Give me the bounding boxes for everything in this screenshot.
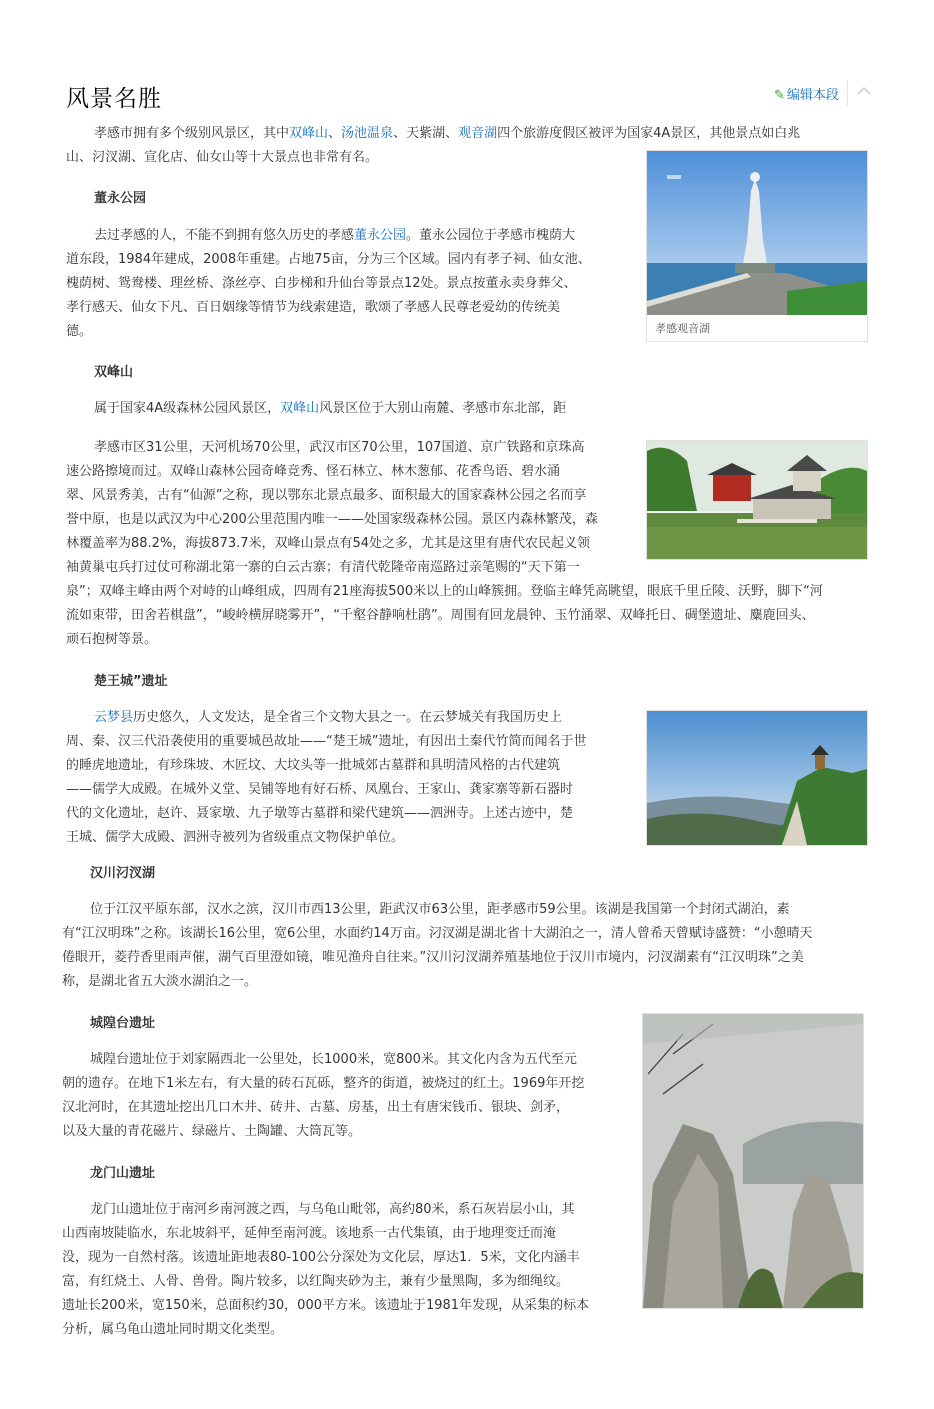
dongyong-line-1 [66, 224, 622, 248]
shuangfeng-line: 泉”；双峰主峰由两个对峙的山峰组成，四周有21座海拔500米以上的山峰簇拥。登临主峰凭高眺望，眼底千里丘陵、沃野，脚下“河 [66, 584, 823, 599]
figure-guanyinhu-caption: 孝感观音湖 [655, 322, 710, 335]
longmen-line: 龙门山遗址位于南河乡南河渡之西，与乌龟山毗邻，高约80米，系石灰岩层小山，其 [90, 1202, 575, 1217]
shuangfeng-line-1 [66, 397, 622, 421]
chevron-up-icon [855, 82, 873, 100]
hanchuan-line: 称，是湖北省五大淡水湖泊之一。 [62, 974, 258, 989]
dongyong-line: 道东段，1984年建成，2008年重建。占地75亩，分为三个区域。园内有孝子祠、仙女池、 [66, 252, 591, 267]
rock-cliffs-photo [643, 1014, 863, 1308]
hanchuan-line: 倦眼开，菱荇香里雨声催，湖气百里澄如镜，唯见渔舟自往来。”汉川汈汊湖养殖基地位于汉川市境内，汈汊湖素有“江汉明珠”之美 [62, 950, 804, 965]
section-title: 风景名胜 [66, 86, 162, 112]
shuangfeng-line: 速公路擦境而过。双峰山森林公园奇峰竞秀、怪石林立、林木葱郁、花香鸟语、碧水涌 [66, 464, 561, 479]
dongyong-paragraph [66, 224, 622, 344]
shuangfeng-line: 誉中原，也是以武汉为中心200公里范围内唯一——处国家级森林公园。景区内森林繁茂，森 [66, 512, 598, 527]
guanyinhu-photo [647, 151, 867, 315]
longmen-line: 富，有红烧土、人骨、兽骨。陶片较多，以红陶夹砂为主，兼有少量黑陶，多为细绳纹。 [62, 1274, 570, 1289]
intro-text-1: 孝感市拥有多个级别风景区，其中 [94, 126, 290, 141]
chenghuang-line: 以及大量的青花磁片、绿磁片、土陶罐、大筒瓦等。 [62, 1124, 362, 1139]
chuwang-line: 王城、儒学大成殿、泗洲寺被列为省级重点文物保护单位。 [66, 830, 405, 845]
shuangfeng-line: 袖黄巢屯兵打过仗可称湖北第一寨的白云古寨；有清代乾隆帝南巡路过亲笔赐的“天下第一 [66, 560, 580, 575]
shuangfeng-text-1: 属于国家4A级森林公园风景区， [94, 401, 281, 416]
intro-text-2: 、 [328, 126, 342, 141]
figure-rock-cliffs[interactable] [642, 1013, 864, 1309]
heading-dongyong: 董永公园 [94, 191, 147, 206]
collapse-button[interactable] [855, 82, 873, 100]
figure-mountain-pavilion[interactable] [646, 710, 868, 846]
heading-chenghuang: 城隍台遗址 [90, 1016, 156, 1031]
shuangfeng-line: 流如束带，田舍若棋盘”，“峻岭横屏晓雾开”，“千壑谷静响杜鹃”。周围有回龙晨钟、玉竹涌翠、双峰托日、碉堡遗址、麋鹿回头、 [66, 608, 815, 623]
heading-shuangfeng: 双峰山 [94, 365, 134, 380]
chenghuang-line: 朝的遗存。在地下1米左右，有大量的砖石瓦砾，整齐的街道，被烧过的红土。1969年开挖 [62, 1076, 585, 1091]
chuwang-text-1: 历史悠久，人文发达，是全省三个文物大县之一。在云梦城关有我国历史上 [133, 710, 563, 725]
longmen-line: 遗址长200米，宽150米，总面积约30，000平方米。该遗址于1981年发现，从采集的标本 [62, 1298, 590, 1313]
hanchuan-line: 有“江汉明珠”之称。该湖长16公里，宽6公里，水面约14万亩。汈汊湖是湖北省十大湖泊之一，清人曾希天曾赋诗盛赞：“小憩晴天 [62, 926, 813, 941]
header-divider [847, 80, 848, 106]
dongyong-text-2: 。董永公园位于孝感市槐荫大 [406, 228, 576, 243]
dongyong-text-1: 去过孝感的人，不能不到拥有悠久历史的孝感 [94, 228, 355, 243]
dongyong-line: 槐荫树、鸳鸯楼、理丝桥、涤丝亭、白步梯和升仙台等景点12处。景点按董永卖身葬父、 [66, 276, 577, 291]
chuwang-line: 周、秦、汉三代沿袭使用的重要城邑故址——“楚王城”遗址，有因出土秦代竹简而闻名于世 [66, 734, 587, 749]
heading-hanchuan: 汉川汈汊湖 [90, 866, 156, 881]
link-yunmeng[interactable]: 云梦县 [94, 710, 134, 725]
chuwang-line: 代的文化遗址，赵许、聂家墩、九子墩等古墓群和梁代建筑——泗洲寺。上述古迹中，楚 [66, 806, 574, 821]
shuangfeng-line: 林覆盖率为88.2%，海拔873.7米，双峰山景点有54处之多，尤其是这里有唐代农民起义领 [66, 536, 591, 551]
mountain-pavilion-photo [647, 711, 867, 845]
intro-text-3: 、天紫湖、 [393, 126, 459, 141]
edit-section-label: 编辑本段 [786, 88, 839, 103]
intro-text-4: 四个旅游度假区被评为国家4A景区，其他景点如白兆 [497, 126, 801, 141]
edit-section-button[interactable] [774, 84, 839, 103]
heading-longmen: 龙门山遗址 [90, 1166, 156, 1181]
longmen-line: 没，现为一自然村落。该遗址距地表80-100公分深处为文化层，厚达1．5米，文化内涵丰 [62, 1250, 580, 1265]
link-guanyinhu[interactable]: 观音湖 [458, 126, 498, 141]
intro-line-1 [66, 122, 866, 146]
longmen-line: 分析，属乌龟山遗址同时期文化类型。 [62, 1322, 284, 1337]
hanchuan-line: 位于江汉平原东部，汉水之滨，汉川市西13公里，距武汉市63公里，距孝感市59公里。该湖是我国第一个封闭式湖泊，素 [90, 902, 790, 917]
link-dongyong[interactable]: 董永公园 [354, 228, 407, 243]
shuangfeng-line: 孝感市区31公里，天河机场70公里，武汉市区70公里，107国道、京广铁路和京珠高 [94, 440, 585, 455]
shuangfeng-paragraph-2 [66, 436, 876, 652]
longmen-line: 山西南坡陡临水，东北坡斜平，延伸至南河渡。该地系一古代集镇，由于地理变迁而淹 [62, 1226, 557, 1241]
longmen-paragraph [62, 1198, 622, 1342]
shuangfeng-paragraph-1 [66, 397, 622, 421]
chuwang-paragraph [66, 706, 622, 850]
figure-guanyinhu[interactable] [646, 150, 868, 342]
link-shuangfeng[interactable]: 双峰山 [289, 126, 329, 141]
dongyong-line: 孝行感天、仙女下凡、百日姻缘等情节为线索建造，歌颂了孝感人民尊老爱幼的传统美 [66, 300, 561, 315]
heading-chuwang: 楚王城”遗址 [94, 674, 168, 689]
link-tangchi[interactable]: 汤池温泉 [341, 126, 394, 141]
shuangfeng-line: 顽石抱树等景。 [66, 632, 158, 647]
chenghuang-line: 城隍台遗址位于刘家隔西北一公里处，长1000米，宽800米。其文化内含为五代至元 [90, 1052, 577, 1067]
shuangfeng-line: 翠、风景秀美，古有“仙源”之称，现以鄂东北景点最多、面积最大的国家森林公园之名而享 [66, 488, 587, 503]
chuwang-line: ——儒学大成殿。在城外义堂、吴铺等地有好石桥、凤凰台、王家山、龚家寨等新石器时 [66, 782, 574, 797]
chenghuang-line: 汉北河时，在其遗址挖出几口木井、砖井、古墓、房基，出土有唐宋钱币、银块、剑矛， [62, 1100, 570, 1115]
hanchuan-paragraph [62, 898, 872, 994]
dongyong-line: 德。 [66, 324, 93, 339]
pencil-icon: ✎ [774, 88, 785, 103]
chuwang-line-1 [66, 706, 622, 730]
chuwang-line: 的睡虎地遗址，有珍珠坡、木匠坟、大坟头等一批城郊古墓群和具明清风格的古代建筑 [66, 758, 561, 773]
shuangfeng-text-2: 风景区位于大别山南麓、孝感市东北部，距 [319, 401, 567, 416]
intro-line-2: 山、汈汊湖、宣化店、仙女山等十大景点也非常有名。 [66, 150, 379, 165]
chenghuang-paragraph [62, 1048, 622, 1144]
link-shuangfeng-2[interactable]: 双峰山 [280, 401, 320, 416]
